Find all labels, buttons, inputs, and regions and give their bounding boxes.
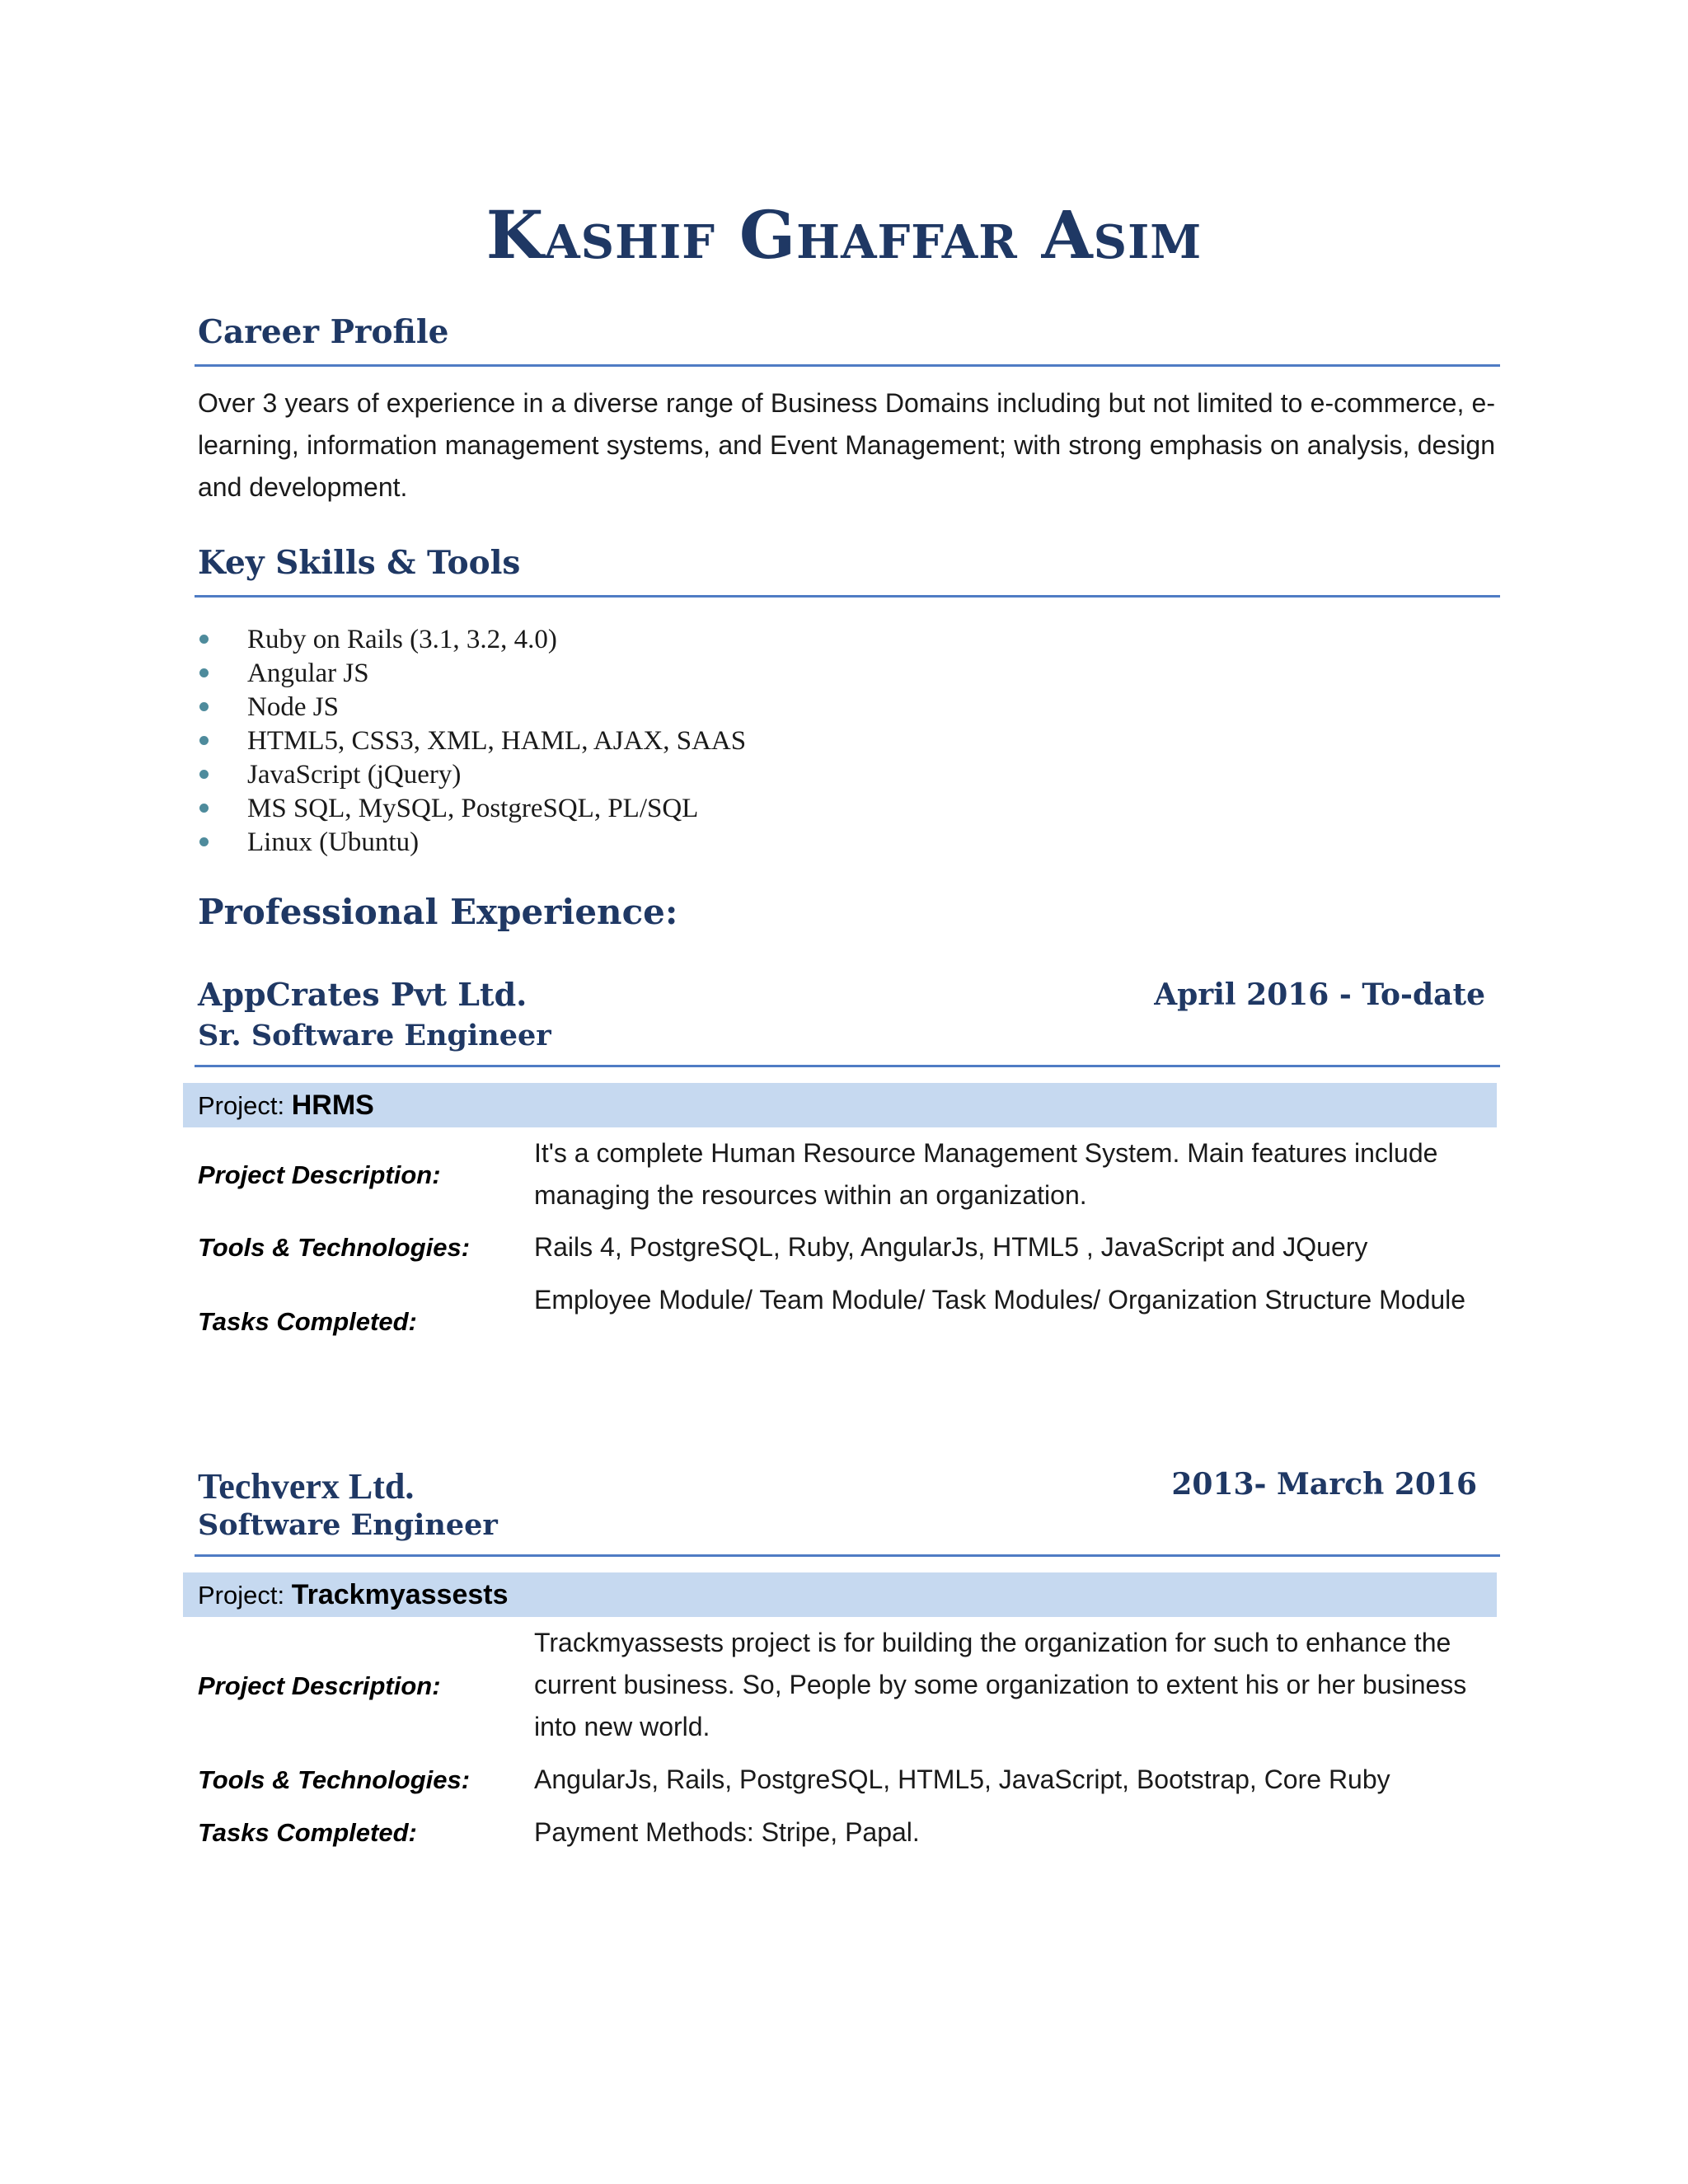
career-profile-heading: Career Profile [198,313,449,351]
job-company: Techverx Ltd. [198,1466,415,1507]
project-description-label: Project Description: [198,1671,441,1700]
career-profile-rule [195,364,1500,367]
bullet-icon [199,702,209,711]
skill-item: MS SQL, MySQL, PostgreSQL, PL/SQL [198,792,746,826]
key-skills-list [198,623,746,860]
bullet-icon [199,736,209,745]
bullet-icon [199,837,209,846]
skill-item: Angular JS [198,657,746,691]
tools-value: AngularJs, Rails, PostgreSQL, HTML5, JavaScript, Bootstrap, Core Ruby [534,1765,1390,1794]
project-bar [183,1572,1497,1617]
tasks-label: Tasks Completed: [198,1818,417,1847]
job-rule [195,1065,1500,1067]
bullet-icon [199,635,209,644]
project-bar [183,1083,1497,1127]
skill-item: HTML5, CSS3, XML, HAML, AJAX, SAAS [198,724,746,758]
career-profile-text: Over 3 years of experience in a diverse range of Business Domains including but not limited to e-commerce, e-learning, information management systems, and Event Management; with strong emphasis on analysis, design and development. [198,388,1495,502]
key-skills-rule [195,595,1500,598]
candidate-name: Kashif Ghaffar Asim [485,196,1203,274]
project-name: HRMS [291,1090,374,1121]
project-description: Trackmyassests project is for building the organization for such to enhance the current business. So, People by some organization to extent his or her business into new world. [534,1628,1467,1741]
experience-heading: Professional Experience: [198,892,678,932]
project-prefix: Project: [198,1091,285,1120]
project-description-label: Project Description: [198,1160,441,1189]
bullet-icon [199,668,209,677]
job-role: Software Engineer [198,1508,498,1542]
job-rule [195,1554,1500,1557]
tools-label: Tools & Technologies: [198,1765,471,1794]
tasks-value: Employee Module/ Team Module/ Task Modules/ Organization Structure Module [534,1285,1466,1315]
bullet-icon [199,770,209,779]
tools-label: Tools & Technologies: [198,1233,471,1262]
bullet-icon [199,804,209,813]
skill-item: Node JS [198,691,746,724]
job-company: AppCrates Pvt Ltd. [198,976,528,1013]
tasks-label: Tasks Completed: [198,1307,417,1336]
project-description: It's a complete Human Resource Management System. Main features include managing the resources within an organization. [534,1138,1438,1210]
job-dates: April 2016 - To-date [1154,977,1485,1012]
tasks-value: Payment Methods: Stripe, Papal. [534,1817,920,1847]
project-prefix: Project: [198,1581,285,1610]
tools-value: Rails 4, PostgreSQL, Ruby, AngularJs, HTML5 , JavaScript and JQuery [534,1232,1368,1262]
skill-item: Linux (Ubuntu) [198,826,746,860]
skill-item: Ruby on Rails (3.1, 3.2, 4.0) [198,623,746,657]
job-role: Sr. Software Engineer [198,1019,551,1052]
skill-item: JavaScript (jQuery) [198,758,746,792]
job-dates: 2013- March 2016 [1171,1467,1477,1502]
key-skills-heading: Key Skills & Tools [198,544,521,582]
project-name: Trackmyassests [291,1579,509,1610]
